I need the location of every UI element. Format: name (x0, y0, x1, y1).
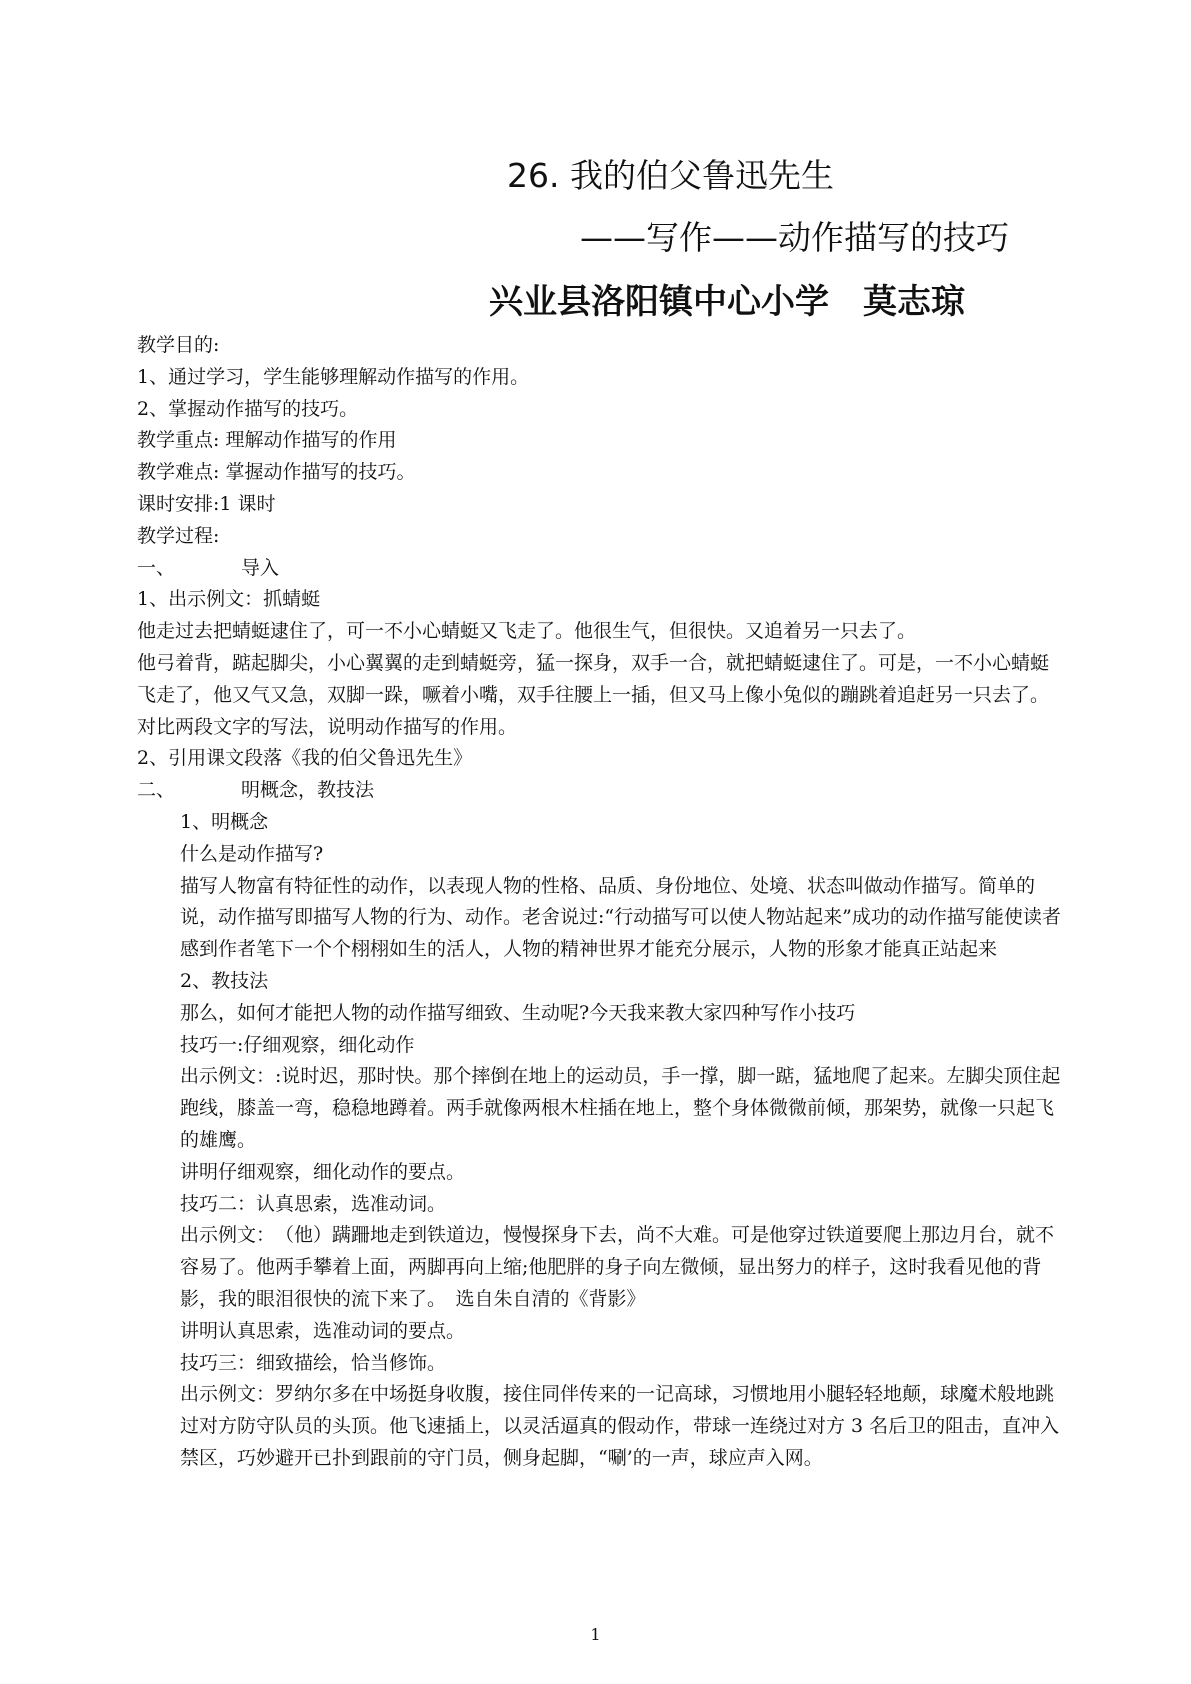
difficult-point: 教学难点: 掌握动作描写的技巧。 (137, 461, 416, 484)
lesson-title: 26. 我的伯父鲁迅先生 (507, 156, 834, 195)
schedule: 课时安排:1 课时 (137, 492, 276, 515)
example-heading: 1、出示例文：抓蜻蜓 (137, 588, 321, 611)
section-one-number: 一、 (137, 556, 176, 579)
objectives-heading: 教学目的: (137, 334, 220, 356)
skill-2-example: 出示例文： （他）蹒跚地走到铁道边，慢慢探身下去，尚不大难。可是他穿过铁道要爬上那边月台，就不容易了。他两手攀着上面，两脚再向上缩;他肥胖的身子向左微倾，显出努力的样子，这时我看见他的背影，我的眼泪很快的流下来了。 选自朱自清的《背影》 (180, 1224, 1055, 1310)
section-two-number: 二、 (137, 779, 176, 802)
key-point: 教学重点: 理解动作描写的作用 (137, 429, 397, 452)
skill-2-note: 讲明认真思索，选准动词的要点。 (180, 1319, 466, 1342)
skill-3-example: 出示例文：罗纳尔多在中场挺身收腹，接住同伴传来的一记高球，习惯地用小腿轻轻地颠，球魔术般地跳过对方防守队员的头顶。他飞速插上，以灵活逼真的假动作，带球一连绕过对方 3 名后卫的阻击，直冲入禁区，巧妙避开已扑到跟前的守门员，侧身起脚，“唰’的一声，球应声入网。 (180, 1383, 1060, 1469)
skill-1-note: 讲明仔细观察，细化动作的要点。 (180, 1160, 466, 1183)
example-vivid: 他弓着背，踮起脚尖，小心翼翼的走到蜻蜓旁，猛一探身，双手一合，就把蜻蜓逮住了。可是，一不小心蜻蜓飞走了，他又气又急，双脚一跺，噘着小嘴，双手往腰上一插，但又马上像小兔似的蹦跳着追赶另一只去了。 (137, 651, 1050, 706)
lesson-subtitle: ——写作——动作描写的技巧 (580, 218, 1009, 257)
concept-question: 什么是动作描写? (180, 842, 324, 865)
example-plain: 他走过去把蜻蜓逮住了，可一不小心蜻蜓又飞走了。他很生气，但很快。又追着另一只去了。 (137, 620, 917, 643)
page-number: 1 (590, 1625, 601, 1644)
section-one-title: 导入 (241, 556, 280, 579)
section-two-title: 明概念，教技法 (241, 779, 375, 802)
quote-text-note: 2、引用课文段落《我的伯父鲁迅先生》 (137, 747, 473, 770)
author-line: 兴业县洛阳镇中心小学 莫志琼 (489, 282, 965, 322)
document-body (137, 330, 1062, 1475)
skill-2-title: 技巧二：认真思索，选准动词。 (180, 1192, 447, 1215)
section-one-heading (137, 553, 1062, 585)
concept-definition: 描写人物富有特征性的动作，以表现人物的性格、品质、身份地位、处境、状态叫做动作描写。简单的说，动作描写即描写人物的行为、动作。老舍说过:“行动描写可以使人物站起来”成功的动作描写能使读者感到作者笔下一个个栩栩如生的活人，人物的精神世界才能充分展示，人物的形象才能真正站起来 (180, 874, 1061, 961)
objective-2: 2、掌握动作描写的技巧。 (137, 397, 359, 420)
skills-heading: 2、教技法 (180, 969, 269, 992)
skill-3-title: 技巧三：细致描绘，恰当修饰。 (180, 1351, 447, 1374)
objective-1: 1、通过学习，学生能够理解动作描写的作用。 (137, 365, 530, 388)
compare-note: 对比两段文字的写法，说明动作描写的作用。 (137, 715, 518, 738)
skills-intro: 那么，如何才能把人物的动作描写细致、生动呢?今天我来教大家四种写作小技巧 (180, 1001, 856, 1024)
skill-1-example: 出示例文：:说时迟，那时快。那个摔倒在地上的运动员，手一撑，脚一踮，猛地爬了起来。左脚尖顶住起跑线，膝盖一弯，稳稳地蹲着。两手就像两根木柱插在地上，整个身体微微前倾，那架势，就像一只起飞的雄鹰。 (180, 1065, 1061, 1151)
skill-1-title: 技巧一:仔细观察，细化动作 (180, 1033, 415, 1056)
concept-heading: 1、明概念 (180, 810, 269, 833)
section-two-heading (137, 775, 1062, 807)
process-heading: 教学过程: (137, 524, 220, 547)
